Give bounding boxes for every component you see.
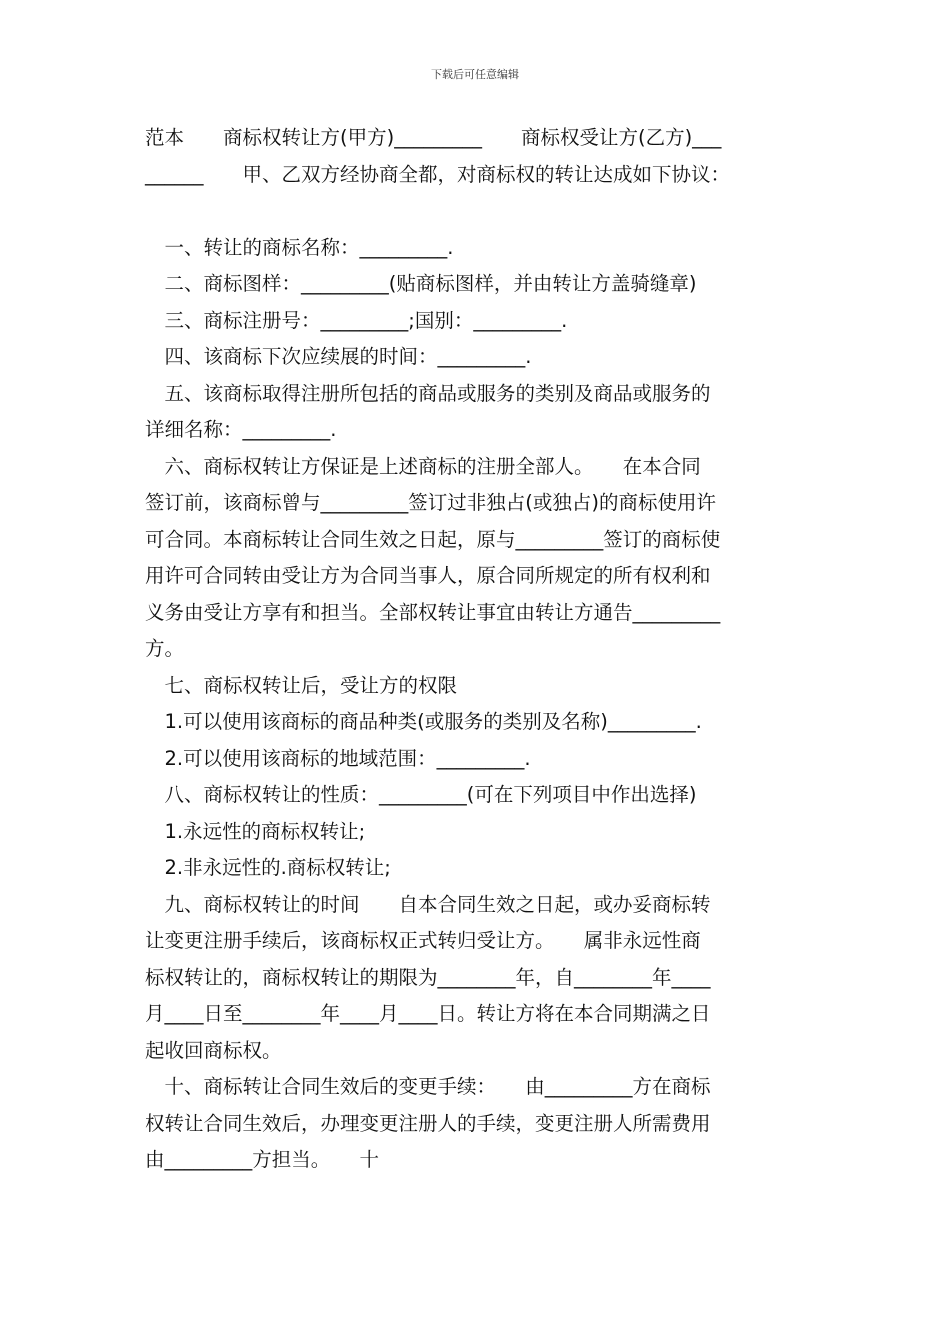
clause-7-item-2: 2.可以使用该商标的地域范围：_________. bbox=[145, 746, 531, 770]
clause-10: 十、商标转让合同生效后的变更手续： 由_________方在商标 bbox=[145, 1075, 711, 1098]
clause-9-cont: 让变更注册手续后，该商标权正式转归受让方。 属非永远性商 bbox=[145, 929, 701, 952]
clause-5: 五、该商标取得注册所包括的商品或服务的类别及商品或服务的 bbox=[145, 381, 711, 405]
clause-8-item-1: 1.永远性的商标权转让; bbox=[145, 819, 366, 843]
clause-9-cont: 月____日至________年____月____日。转让方将在本合同期满之日 bbox=[145, 1002, 711, 1025]
clause-6-cont: 用许可合同转由受让方为合同当事人，原合同所规定的所有权利和 bbox=[145, 564, 711, 587]
clause-9-cont: 标权转让的，商标权转让的期限为________年，自________年____ bbox=[145, 965, 711, 989]
clause-6-cont: 签订前，该商标曾与_________签订过非独占(或独占)的商标使用许 bbox=[145, 491, 716, 514]
page-header-note: 下载后可任意编辑 bbox=[431, 68, 519, 81]
clause-9-cont: 起收回商标权。 bbox=[145, 1038, 282, 1062]
clause-10-cont: 由_________方担当。 十 bbox=[145, 1148, 380, 1171]
doc-line: ______ 甲、乙双方经协商全都，对商标权的转让达成如下协议： bbox=[145, 162, 731, 186]
clause-7: 七、商标权转让后，受让方的权限 bbox=[145, 673, 458, 697]
doc-line-title: 范本 商标权转让方(甲方)_________ 商标权受让方(乙方)___ bbox=[145, 126, 722, 149]
clause-5-cont: 详细名称：_________. bbox=[145, 418, 337, 441]
clause-7-item-1: 1.可以使用该商标的商品种类(或服务的类别及名称)_________. bbox=[145, 710, 702, 733]
clause-3: 三、商标注册号：_________;国别：_________. bbox=[145, 308, 568, 332]
clause-1: 一、转让的商标名称：_________. bbox=[145, 235, 454, 259]
paragraph-gap bbox=[145, 193, 810, 230]
clause-2: 二、商标图样：_________(贴商标图样，并由转让方盖骑缝章) bbox=[145, 272, 697, 295]
clause-6-cont: 义务由受让方享有和担当。全部权转让事宜由转让方通告_________ bbox=[145, 600, 721, 624]
clause-6-cont: 可合同。本商标转让合同生效之日起，原与_________签订的商标使 bbox=[145, 527, 721, 551]
clause-10-cont: 权转让合同生效后，办理变更注册人的手续，变更注册人所需费用 bbox=[145, 1111, 711, 1135]
clause-6-cont: 方。 bbox=[145, 637, 185, 660]
clause-9: 九、商标权转让的时间 自本合同生效之日起，或办妥商标转 bbox=[145, 892, 711, 916]
clause-8: 八、商标权转让的性质：_________(可在下列项目中作出选择) bbox=[145, 783, 697, 806]
clause-4: 四、该商标下次应续展的时间：_________. bbox=[145, 345, 532, 368]
contract-body bbox=[145, 120, 810, 1179]
clause-6: 六、商标权转让方保证是上述商标的注册全部人。 在本合同 bbox=[145, 454, 701, 478]
clause-8-item-2: 2.非永远性的.商标权转让; bbox=[145, 856, 391, 879]
